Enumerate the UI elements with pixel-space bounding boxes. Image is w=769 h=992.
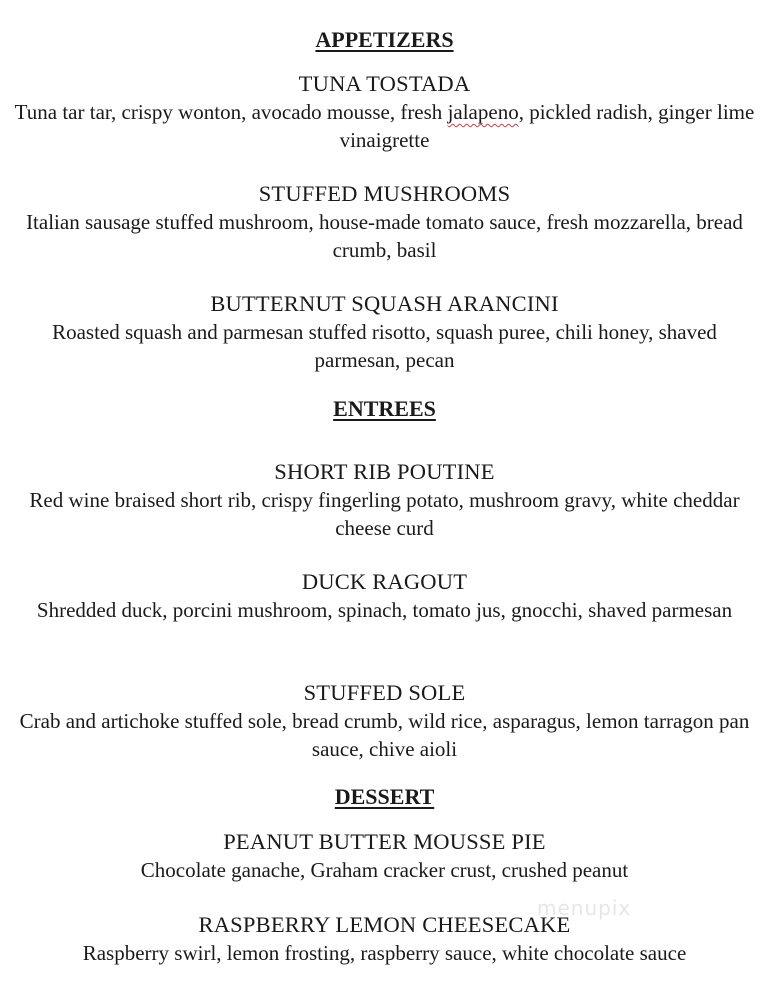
dish-description: Shredded duck, porcini mushroom, spinach, tomato jus, gnocchi, shaved parmesan <box>36 598 733 622</box>
dish-duck-ragout <box>0 568 769 624</box>
dish-description: Roasted squash and parmesan stuffed risotto, squash puree, chili honey, shaved parmesan, pecan <box>52 320 717 372</box>
dish-stuffed-sole <box>0 679 769 763</box>
dish-description-part: , pickled radish, ginger lime vinaigrette <box>339 100 755 152</box>
section-heading-entrees: ENTREES <box>333 396 436 421</box>
dish-peanut-butter-mousse-pie <box>0 828 769 884</box>
dish-description: Red wine braised short rib, crispy fingerling potato, mushroom gravy, white cheddar cheese curd <box>29 488 740 540</box>
dish-tuna-tostada <box>0 70 769 154</box>
dish-description: Crab and artichoke stuffed sole, bread crumb, wild rice, asparagus, lemon tarragon pan sauce, chive aioli <box>19 709 750 761</box>
dish-name: STUFFED SOLE <box>303 680 466 705</box>
dish-stuffed-mushrooms <box>0 180 769 264</box>
dish-description: Chocolate ganache, Graham cracker crust, crushed peanut <box>140 858 629 882</box>
spellcheck-flagged-word: jalapeno <box>447 100 519 124</box>
section-heading-dessert: DESSERT <box>334 784 435 809</box>
dish-description-part: Tuna tar tar, crispy wonton, avocado mousse, fresh <box>14 100 448 124</box>
dish-description <box>0 98 769 154</box>
dish-name: DUCK RAGOUT <box>301 569 468 594</box>
dish-raspberry-lemon-cheesecake <box>0 911 769 967</box>
dish-name: STUFFED MUSHROOMS <box>258 181 511 206</box>
dish-butternut-squash-arancini <box>0 290 769 374</box>
dish-name: BUTTERNUT SQUASH ARANCINI <box>210 291 559 316</box>
section-heading-appetizers: APPETIZERS <box>315 27 454 52</box>
dish-description: Raspberry swirl, lemon frosting, raspberry sauce, white chocolate sauce <box>82 941 687 965</box>
dish-short-rib-poutine <box>0 458 769 542</box>
dish-name: RASPBERRY LEMON CHEESECAKE <box>198 912 571 937</box>
dish-name: PEANUT BUTTER MOUSSE PIE <box>223 829 546 854</box>
dish-description: Italian sausage stuffed mushroom, house-made tomato sauce, fresh mozzarella, bread crumb, basil <box>26 210 743 262</box>
dish-name: SHORT RIB POUTINE <box>274 459 495 484</box>
dish-name: TUNA TOSTADA <box>298 71 471 96</box>
menupix-watermark: menupix <box>537 896 632 920</box>
